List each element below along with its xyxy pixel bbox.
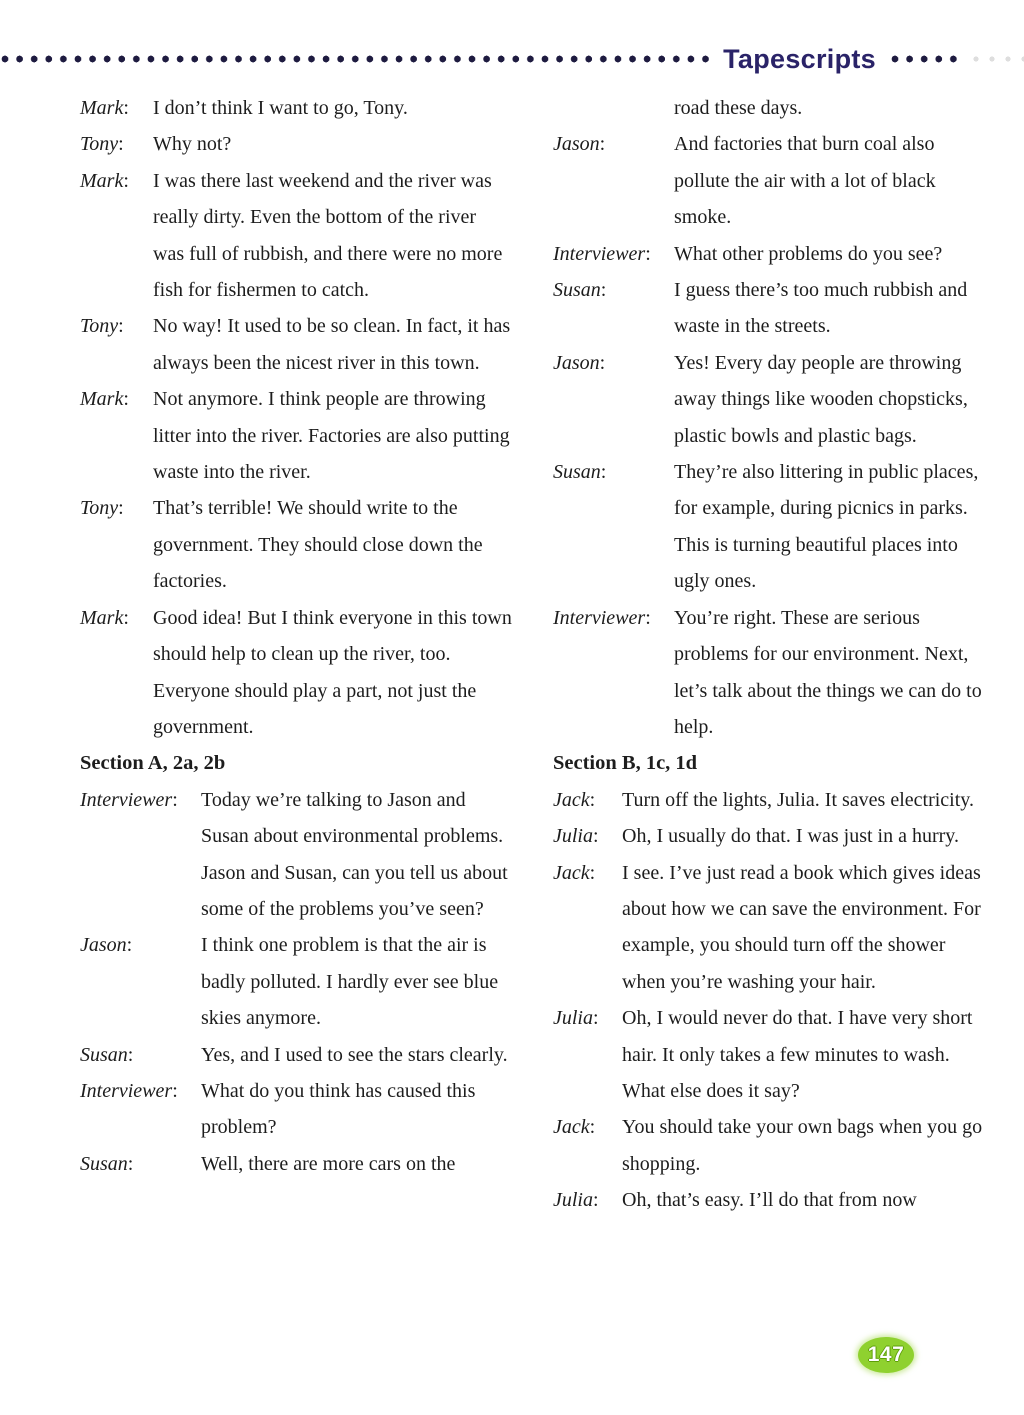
dialogue-entry — [553, 782, 990, 818]
dialogue-entry — [553, 345, 990, 454]
dialogue-text: Oh, that’s easy. I’ll do that from now — [622, 1189, 917, 1212]
dialogue-text: Oh, I usually do that. I was just in a hurry. — [622, 825, 959, 848]
speaker-label: Jack: — [553, 788, 596, 811]
left-column — [80, 90, 512, 1182]
page-header — [0, 0, 1024, 74]
dialogue-entry — [553, 126, 990, 235]
dialogue-text: No way! It used to be so clean. In fact, it has always been the nicest river in this town. — [153, 315, 511, 374]
dialogue-text: I was there last weekend and the river was really dirty. Even the bottom of the river was full of rubbish, and there were no more fish for fishermen to catch. — [153, 169, 503, 302]
dialogue-text: Why not? — [153, 133, 232, 156]
dialogue-entry — [553, 1109, 990, 1182]
dialogue-text: Today we’re talking to Jason and Susan about environmental problems. Jason and Susan, can you tell us about some of the problems you’ve seen? — [201, 788, 508, 920]
dialogue-entry — [553, 1000, 990, 1109]
dialogue-entry — [80, 126, 512, 162]
dialogue-entry — [80, 163, 512, 309]
dialogue-entry — [80, 381, 512, 490]
speaker-label: Susan: — [80, 1043, 134, 1066]
dialogue-text: You’re right. These are serious problems for our environment. Next, let’s talk about the things we can do to help. — [674, 606, 982, 738]
speaker-label: Susan: — [80, 1152, 134, 1175]
dialogue-text: What other problems do you see? — [674, 242, 943, 265]
dialogue-text: Good idea! But I think everyone in this town should help to clean up the river, too. Everyone should play a part, not just the government. — [153, 606, 512, 738]
speaker-label: Mark: — [80, 606, 129, 629]
dialogue-entry — [553, 1182, 990, 1218]
dialogue-text: What do you think has caused this problem? — [201, 1079, 476, 1139]
dialogue-entry — [80, 1037, 512, 1073]
dialogue-text: Turn off the lights, Julia. It saves electricity. — [622, 788, 974, 811]
dialogue-entry — [553, 855, 990, 1001]
speaker-label: Mark: — [80, 388, 129, 411]
dialogue-entry — [80, 490, 512, 599]
speaker-label: Mark: — [80, 169, 129, 192]
dialogue-entry — [80, 1146, 512, 1182]
dialogue-entry — [553, 236, 990, 272]
dialogue-entry — [80, 927, 512, 1036]
dialogue-text: Yes! Every day people are throwing away things like wooden chopsticks, plastic bowls and plastic bags. — [674, 351, 968, 447]
speaker-label: Julia: — [553, 1007, 599, 1030]
page-header-title: Tapescripts — [723, 44, 876, 74]
dialogue-text: They’re also littering in public places, for example, during picnics in parks. This is turning beautiful places into ugly ones. — [674, 461, 979, 593]
dialogue-text: Oh, I would never do that. I have very short hair. It only takes a few minutes to wash. What else does it say? — [622, 1007, 973, 1102]
dialogue-entry — [80, 1073, 512, 1146]
speaker-label: Mark: — [80, 97, 129, 119]
speaker-label: Tony: — [80, 133, 124, 156]
section-heading: Section B, 1c, 1d — [553, 752, 698, 775]
dialogue-entry — [80, 308, 512, 381]
dialogue-text: Well, there are more cars on the — [201, 1152, 456, 1175]
dialogue-group — [553, 782, 990, 1219]
page-number-badge — [858, 1337, 914, 1373]
speaker-label: Julia: — [553, 825, 599, 848]
dialogue-text: I see. I’ve just read a book which gives ideas about how we can save the environment. For example, you should turn off the shower when you’re washing your hair. — [622, 861, 981, 993]
speaker-label: Interviewer: — [80, 788, 178, 811]
page-number: 147 — [867, 1342, 905, 1366]
dialogue-text: Yes, and I used to see the stars clearly. — [201, 1043, 508, 1066]
speaker-label: Tony: — [80, 315, 124, 338]
dialogue-group — [80, 90, 512, 745]
dialogue-text: You should take your own bags when you go shopping. — [622, 1116, 983, 1175]
dialogue-entry — [80, 90, 512, 126]
dialogue-group — [553, 90, 990, 745]
speaker-label: Jack: — [553, 861, 596, 884]
dotted-leader-line — [0, 54, 713, 64]
speaker-label: Interviewer: — [80, 1079, 178, 1102]
speaker-label: Susan: — [553, 279, 607, 302]
dialogue-text: road these days. — [674, 97, 803, 119]
speaker-label: Jason: — [80, 934, 133, 957]
dialogue-entry — [553, 90, 990, 126]
dialogue-entry — [80, 600, 512, 746]
dialogue-text: And factories that burn coal also pollute the air with a lot of black smoke. — [674, 133, 936, 229]
speaker-label: Julia: — [553, 1189, 599, 1212]
dot-trail — [890, 54, 960, 64]
dialogue-text: That’s terrible! We should write to the government. They should close down the factories. — [153, 497, 483, 593]
speaker-label: Interviewer: — [553, 606, 651, 629]
section-heading: Section A, 2a, 2b — [80, 752, 226, 775]
speaker-label: Jason: — [553, 133, 606, 156]
speaker-label: Interviewer: — [553, 242, 651, 265]
dialogue-entry — [553, 600, 990, 746]
dialogue-group — [80, 782, 512, 1182]
dialogue-text: Not anymore. I think people are throwing litter into the river. Factories are also putting waste into the river. — [153, 388, 510, 484]
dialogue-entry — [553, 454, 990, 600]
speaker-label: Susan: — [553, 461, 607, 484]
content-columns — [0, 74, 1024, 1219]
dialogue-text: I guess there’s too much rubbish and waste in the streets. — [674, 279, 968, 338]
speaker-label: Jason: — [553, 351, 606, 374]
speaker-label: Jack: — [553, 1116, 596, 1139]
dialogue-entry — [80, 782, 512, 928]
dialogue-text: I think one problem is that the air is badly polluted. I hardly ever see blue skies anymore. — [201, 934, 499, 1030]
dialogue-text: I don’t think I want to go, Tony. — [153, 97, 408, 119]
dialogue-entry — [553, 818, 990, 854]
speaker-label: Tony: — [80, 497, 124, 520]
dot-trail-faint — [972, 54, 1024, 64]
right-column — [553, 90, 990, 1219]
dialogue-entry — [553, 272, 990, 345]
